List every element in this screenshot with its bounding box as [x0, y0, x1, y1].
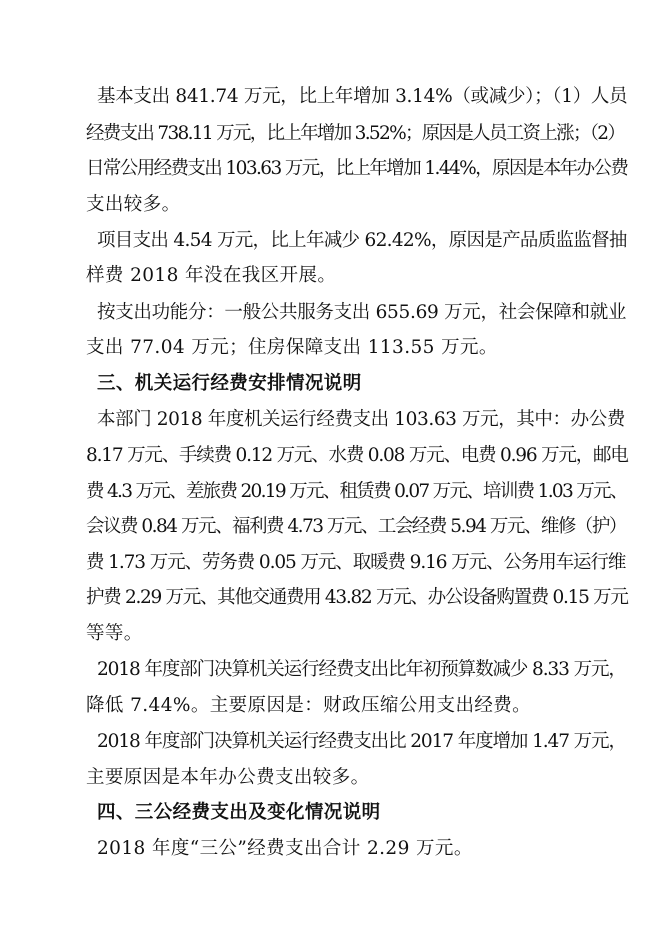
para2-line1: 项目支出 4.54 万元，比上年减少 62.42%，原因是产品质监监督抽	[97, 230, 627, 251]
para1-line1: 基本支出 841.74 万元，比上年增加 3.14%（或减少）；（1）人员	[97, 86, 628, 107]
para6-line1: 2018 年度部门决算机关运行经费支出比 2017 年度增加 1.47 万元，	[97, 731, 626, 752]
section-heading-3: 三、机关运行经费安排情况说明	[97, 373, 362, 394]
para2-line2: 样费 2018 年没在我区开展。	[86, 265, 337, 286]
para4-line7: 等等。	[86, 623, 143, 644]
para5-line2: 降低 7.44%。主要原因是：财政压缩公用支出经费。	[86, 695, 532, 716]
para4-line4: 会议费 0.84 万元、福利费 4.73 万元、工会经费 5.94 万元、维修（护）	[86, 516, 626, 537]
para1-line4: 支出较多。	[86, 194, 181, 215]
para6-line2: 主要原因是本年办公费支出较多。	[86, 767, 370, 788]
section-heading-4: 四、三公经费支出及变化情况说明	[97, 802, 381, 823]
para7-line1: 2018 年度“三公”经费支出合计 2.29 万元。	[97, 838, 473, 859]
para5-line1: 2018 年度部门决算机关运行经费支出比年初预算数减少 8.33 万元，	[97, 659, 626, 680]
para4-line6: 护费 2.29 万元、其他交通费用 43.82 万元、办公设备购置费 0.15 万元	[86, 587, 628, 608]
para4-line3: 费 4.3 万元、差旅费 20.19 万元、租赁费 0.07 万元、培训费 1.03 万元、	[86, 481, 627, 502]
para1-line3: 日常公用经费支出 103.63 万元，比上年增加 1.44%，原因是本年办公费	[86, 158, 628, 179]
para1-line2: 经费支出 738.11 万元，比上年增加 3.52%；原因是人员工资上涨；（2）	[86, 123, 625, 144]
para4-line5: 费 1.73 万元、劳务费 0.05 万元、取暖费 9.16 万元、公务用车运行维	[86, 552, 626, 573]
para4-line1: 本部门 2018 年度机关运行经费支出 103.63 万元，其中：办公费	[97, 409, 625, 430]
para3-line1: 按支出功能分：一般公共服务支出 655.69 万元，社会保障和就业	[97, 302, 627, 323]
para3-line2: 支出 77.04 万元；住房保障支出 113.55 万元。	[86, 337, 498, 358]
para4-line2: 8.17 万元、手续费 0.12 万元、水费 0.08 万元、电费 0.96 万元，邮电	[86, 445, 628, 466]
